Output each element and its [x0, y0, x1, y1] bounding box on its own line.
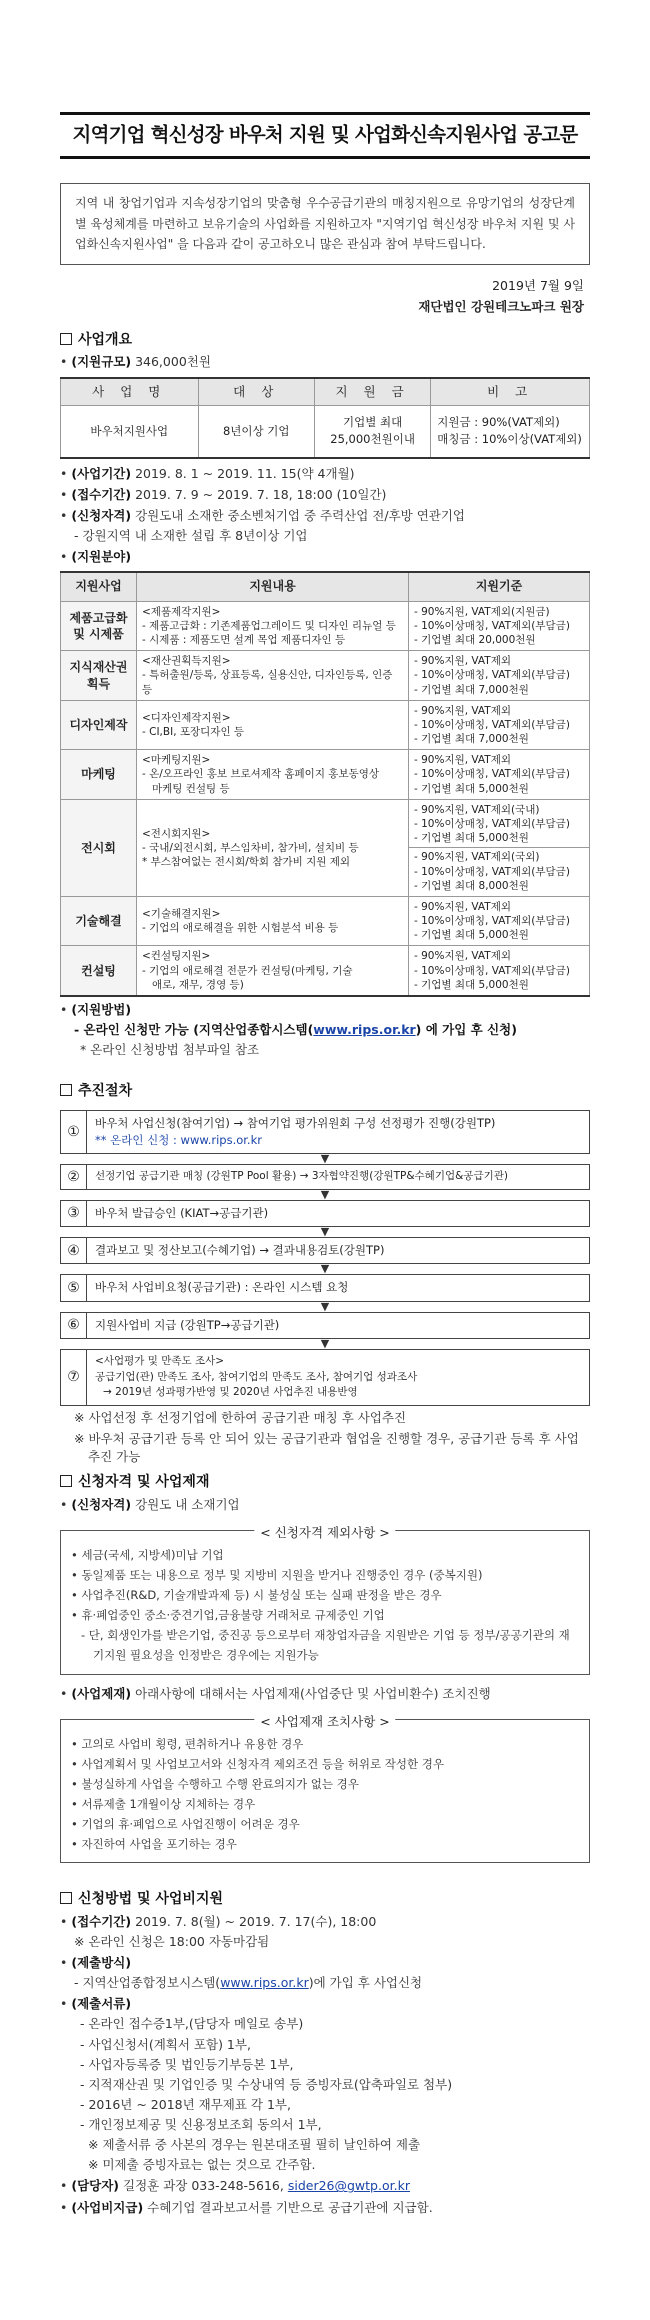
support-category: 컨설팅 [61, 946, 137, 996]
list-item: - 온라인 접수증1부,(담당자 메일로 송부) [80, 2016, 304, 2032]
support-criteria: - 90%지원, VAT제외 - 10%이상매칭, VAT제외(부담금) - 기업별 최대 7,000천원 [409, 700, 590, 750]
support-category: 전시회 [61, 799, 137, 896]
arrow-down-icon: ▼ [320, 1262, 330, 1276]
list-item: • 세금(국세, 지방세)미납 기업 [71, 1547, 224, 1562]
announcing-org: 재단법인 강원테크노파크 원장 [418, 298, 584, 314]
support-category: 디자인제작 [61, 700, 137, 750]
list-item: - 개인정보제공 및 신용정보조회 동의서 1부, [80, 2117, 322, 2133]
overview-qualification: • (신청자격) 강원도내 소재한 중소벤처기업 중 주력산업 전/후방 연관기업 [60, 507, 466, 523]
square-bullet-icon [60, 1892, 72, 1904]
overview-cell-amount: 기업별 최대 25,000천원이내 [314, 406, 430, 458]
overview-table [60, 377, 590, 459]
table-row [61, 799, 590, 896]
support-header-content: 지원내용 [137, 572, 409, 601]
list-item: - 사업자등록증 및 법인등기부등본 1부, [80, 2056, 294, 2072]
title-bar [60, 112, 590, 159]
method-note: * 온라인 신청방법 첨부파일 참조 [80, 1042, 260, 1058]
list-item: - 지적재산권 및 기업인증 및 수상내역 등 증빙자료(압축파일로 첨부) [80, 2076, 453, 2092]
announcement-date: 2019년 7월 9일 [492, 278, 584, 294]
overview-cell-note: 지원금 : 90%(VAT제외) 매칭금 : 10%이상(VAT제외) [431, 406, 590, 458]
page-title: 지역기업 혁신성장 바우처 지원 및 사업화신속지원사업 공고문 [72, 123, 578, 146]
contact-email-link[interactable]: sider26@gwtp.or.kr [287, 2178, 410, 2194]
arrow-down-icon: ▼ [320, 1187, 330, 1201]
overview-period: • (사업기간) 2019. 8. 1 ~ 2019. 11. 15(약 4개월) [60, 465, 355, 481]
procedure-step-2: ② 선정기업 공급기관 매칭 (강원TP Pool 활용) → 3자협약진행(강원TP&수혜기업&공급기관) [60, 1164, 590, 1190]
method-label: • (지원방법) [60, 1001, 132, 1017]
support-content: <제품제작지원> - 제품고급화 : 기존제품업그레이드 및 디자인 리뉴얼 등 - 시제품 : 제품도면 설계 목업 제품디자인 등 [137, 601, 409, 651]
table-row [61, 601, 590, 651]
list-item: - 사업신청서(계획서 포함) 1부, [80, 2036, 251, 2052]
application-payment: • (사업비지급) 수혜기업 결과보고서를 기반으로 공급기관에 지급함. [60, 2199, 433, 2215]
eligibility-sanction: • (사업제재) 아래사항에 대해서는 사업제재(사업중단 및 사업비환수) 조치진행 [60, 1685, 491, 1701]
intro-box: 지역 내 창업기업과 지속성장기업의 맞춤형 우수공급기관의 매칭지원으로 유망기업의 성장단계별 육성체계를 마련하고 보유기술의 사업화를 지원하고자 "지역기업 혁신성장 바우처 지원 및 사업화신속지원사업" 을 다음과 같이 공고하오니 많은 관심과 참여 부탁드립니다. [60, 183, 590, 265]
support-category: 지식재산권 획득 [61, 651, 137, 701]
table-row [61, 406, 590, 458]
section-procedure-title: 추진절차 [60, 1081, 590, 1101]
exclusion-box [60, 1524, 590, 1675]
support-criteria: - 90%지원, VAT제외 - 10%이상매칭, VAT제외(부담금) - 기업별 최대 5,000천원 [409, 946, 590, 996]
list-item: • 서류제출 1개월이상 지체하는 경우 [71, 1797, 256, 1812]
procedure-step-6: ⑥ 지원사업비 지급 (강원TP→공급기관) [60, 1312, 590, 1339]
support-content: <전시회지원> - 국내/외전시회, 부스임차비, 참가비, 설치비 등 * 부스참여없는 전시회/학회 참가비 지원 제외 [137, 799, 409, 896]
overview-header-target: 대 상 [198, 378, 314, 406]
arrow-down-icon: ▼ [320, 1225, 330, 1239]
procedure-step-5: ⑤ 바우처 사업비요청(공급기관) : 온라인 시스템 요청 [60, 1274, 590, 1301]
list-item: • 동일제품 또는 내용으로 정부 및 지방비 지원을 받거나 진행중인 경우 (중복지원) [71, 1567, 483, 1582]
arrow-down-icon: ▼ [320, 1152, 330, 1166]
support-criteria: - 90%지원, VAT제외 - 10%이상매칭, VAT제외(부담금) - 기업별 최대 5,000천원 [409, 750, 590, 800]
application-receipt-note: ※ 온라인 신청은 18:00 자동마감됨 [74, 1933, 270, 1949]
eligibility-qualification: • (신청자격) 강원도 내 소재기업 [60, 1496, 240, 1512]
support-field-table [60, 571, 590, 997]
list-item: • 기업의 휴·폐업으로 사업진행이 어려운 경우 [71, 1817, 300, 1832]
list-item: • 사업추진(R&D, 기술개발과제 등) 시 불성실 또는 실패 판정을 받은 경우 [71, 1588, 442, 1603]
support-criteria: - 90%지원, VAT제외(지원금) - 10%이상매칭, VAT제외(부담금) - 기업별 최대 20,000천원 [409, 601, 590, 651]
rips-link-2[interactable]: www.rips.or.kr [220, 1975, 309, 1991]
procedure-note-1: ※ 사업선정 후 선정기업에 한하여 공급기관 매칭 후 사업추진 [74, 1410, 407, 1426]
table-row [61, 896, 590, 946]
section-eligibility-title: 신청자격 및 사업제재 [60, 1472, 590, 1492]
support-category: 마케팅 [61, 750, 137, 800]
support-criteria: - 90%지원, VAT제외(국내) - 10%이상매칭, VAT제외(부담금) - 기업별 최대 5,000천원 - 90%지원, VAT제외(국외) - 10%이상매칭, VAT제외(부담금) - 기업별 최대 8,000천원 [409, 799, 590, 896]
sanction-title: < 사업제재 조치사항 > [254, 1711, 395, 1733]
method-line: - 온라인 신청만 가능 (지역산업종합시스템(www.rips.or.kr) 에 가입 후 신청) [74, 1022, 517, 1037]
support-criteria: - 90%지원, VAT제외 - 10%이상매칭, VAT제외(부담금) - 기업별 최대 7,000천원 [409, 651, 590, 701]
table-row [61, 651, 590, 701]
rips-link[interactable]: www.rips.or.kr [313, 1022, 416, 1037]
overview-header-amount: 지 원 금 [314, 378, 430, 406]
support-content: <마케팅지원> - 온/오프라인 홍보 브로셔제작 홈페이지 홍보동영상 마케팅 컨설팅 등 [137, 750, 409, 800]
list-item: • 사업계획서 및 사업보고서와 신청자격 제외조건 등을 허위로 작성한 경우 [71, 1756, 444, 1771]
application-method: • (제출방식) [60, 1955, 132, 1971]
support-content: <기술해결지원> - 기업의 애로해결을 위한 시험분석 비용 등 [137, 896, 409, 946]
list-item: - 2016년 ~ 2018년 재무제표 각 1부, [80, 2096, 291, 2112]
overview-cell-name: 바우처지원사업 [61, 406, 199, 458]
application-docs: • (제출서류) [60, 1996, 132, 2012]
list-item: - 단, 회생인가를 받은기업, 중진공 등으로부터 재창업자금을 지원받은 기업 등 정부/공공기관의 재기지원 필요성을 인정받은 경우에는 지원가능 [81, 1628, 570, 1663]
overview-header-note: 비 고 [431, 378, 590, 406]
support-header-category: 지원사업 [61, 572, 137, 601]
procedure-step-4: ④ 결과보고 및 정산보고(수혜기업) → 결과내용검토(강원TP) [60, 1237, 590, 1264]
docs-note-2: ※ 미제출 증빙자료는 없는 것으로 간주함. [88, 2157, 316, 2173]
overview-field: • (지원분야) [60, 549, 132, 565]
table-row [61, 750, 590, 800]
procedure-step-3: ③ 바우처 발급승인 (KIAT→공급기관) [60, 1200, 590, 1227]
overview-cell-target: 8년이상 기업 [198, 406, 314, 458]
docs-note-1: ※ 제출서류 중 사본의 경우는 원본대조필 필히 날인하여 제출 [88, 2137, 421, 2153]
support-category: 제품고급화 및 시제품 [61, 601, 137, 651]
support-content: <재산권획득지원> - 특허출원/등록, 상표등록, 실용신안, 디자인등록, 인증 등 [137, 651, 409, 701]
square-bullet-icon [60, 333, 72, 345]
square-bullet-icon [60, 1084, 72, 1096]
section-overview-title: 사업개요 [60, 330, 590, 350]
arrow-down-icon: ▼ [320, 1336, 330, 1350]
support-criteria: - 90%지원, VAT제외 - 10%이상매칭, VAT제외(부담금) - 기업별 최대 5,000천원 [409, 896, 590, 946]
support-content: <디자인제작지원> - CI,BI, 포장디자인 등 [137, 700, 409, 750]
list-item: • 휴·폐업중인 중소·중견기업,금융불량 거래처로 규제중인 기업 [71, 1608, 385, 1623]
overview-header-name: 사 업 명 [61, 378, 199, 406]
list-item: • 자진하여 사업을 포기하는 경우 [71, 1837, 237, 1852]
list-item: • 고의로 사업비 횡령, 편취하거나 유용한 경우 [71, 1736, 304, 1751]
application-receipt: • (접수기간) 2019. 7. 8(월) ~ 2019. 7. 17(수), 18:00 [60, 1913, 377, 1929]
list-item: • 불성실하게 사업을 수행하고 수행 완료의지가 없는 경우 [71, 1776, 359, 1791]
square-bullet-icon [60, 1475, 72, 1487]
table-row [61, 946, 590, 996]
overview-qualification-sub: - 강원지역 내 소재한 설립 후 8년이상 기업 [74, 528, 308, 544]
overview-receipt: • (접수기간) 2019. 7. 9 ~ 2019. 7. 18, 18:00 (10일간) [60, 486, 387, 502]
procedure-step-1: ① 바우처 사업신청(참여기업) → 참여기업 평가위원회 구성 선정평가 진행(강원TP) ** 온라인 신청 : www.rips.or.kr [60, 1110, 590, 1155]
support-category: 기술해결 [61, 896, 137, 946]
support-header-criteria: 지원기준 [409, 572, 590, 601]
procedure-step-7: ⑦ <사업평가 및 만족도 조사> 공급기업(관) 만족도 조사, 참여기업의 만족도 조사, 참여기업 성과조사 → 2019년 성과평가반영 및 2020년 사업추진 내용반영 [60, 1349, 590, 1406]
sanction-box [60, 1713, 590, 1864]
application-contact: • (담당자) 길정훈 과장 033-248-5616, sider26@gwtp.or.kr [60, 2178, 410, 2194]
application-method-line: - 지역산업종합정보시스템(www.rips.or.kr)에 가입 후 사업신청 [74, 1975, 423, 1991]
overview-scale: • (지원규모) 346,000천원 [60, 353, 211, 369]
table-row [61, 700, 590, 750]
support-content: <컨설팅지원> - 기업의 애로해결 전문가 컨설팅(마케팅, 기술 애로, 재무, 경영 등) [137, 946, 409, 996]
procedure-note-2: ※ 바우처 공급기관 등록 안 되어 있는 공급기관과 협업을 진행할 경우, 공급기관 등록 후 사업추진 가능 [74, 1431, 579, 1465]
exclusion-title: < 신청자격 제외사항 > [254, 1522, 395, 1544]
arrow-down-icon: ▼ [320, 1299, 330, 1313]
section-application-title: 신청방법 및 사업비지원 [60, 1889, 590, 1909]
